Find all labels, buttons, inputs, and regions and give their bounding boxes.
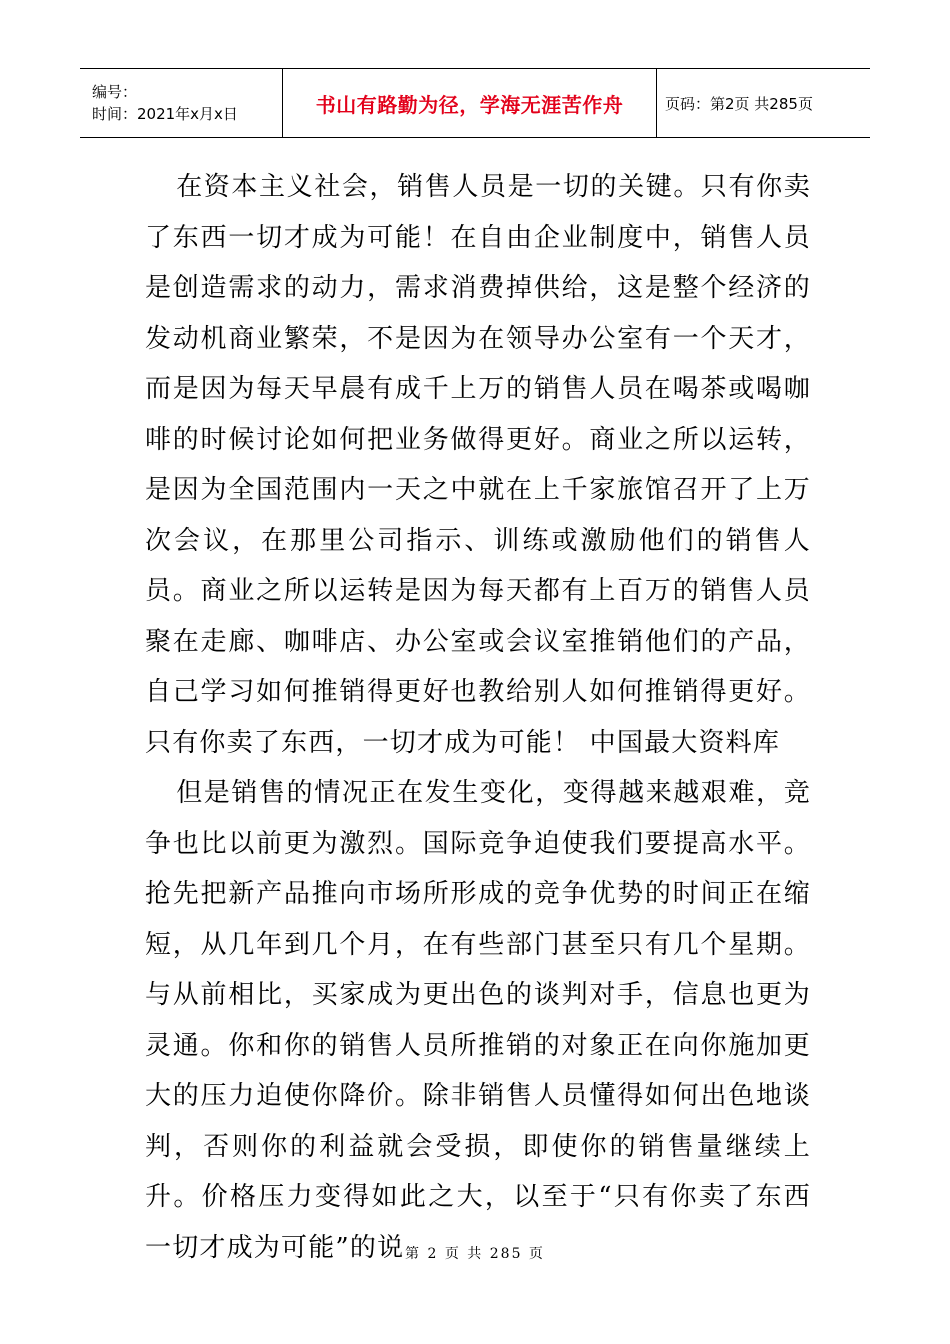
- header-page-info: 页码：第2页 共285页: [665, 94, 813, 113]
- serial-number-label: 编号：: [92, 83, 138, 101]
- paragraph-2: 但是销售的情况正在发生变化，变得越来越艰难，竞争也比以前更为激烈。国际竞争迫使我们要提高水平。抢先把新产品推向市场所形成的竞争优势的时间正在缩短，从几年到几个月，在有些部门甚至只有几个星期。与从前相比，买家成为更出色的谈判对手，信息也更为灵通。你和你的销售人员所推销的对象正在向你施加更大的压力迫使你降价。除非销售人员懂得如何出色地谈判，否则你的利益就会受损，即使你的销售量继续上升。价格压力变得如此之大，以至于“只有你卖了东西一切才成为可能”的说: [145, 778, 811, 1263]
- page-header: [80, 68, 870, 138]
- paragraph-1: 在资本主义社会，销售人员是一切的关键。只有你卖了东西一切才成为可能！在自由企业制度中，销售人员是创造需求的动力，需求消费掉供给，这是整个经济的发动机商业繁荣，不是因为在领导办公室有一个天才，而是因为每天早晨有成千上万的销售人员在喝茶或喝咖啡的时候讨论如何把业务做得更好。商业之所以运转，是因为全国范围内一天之中就在上千家旅馆召开了上万次会议，在那里公司指示、训练或激励他们的销售人员。商业之所以运转是因为每天都有上百万的销售人员聚在走廊、咖啡店、办公室或会议室推销他们的产品，自己学习如何推销得更好也教给别人如何推销得更好。只有你卖了东西，一切才成为可能！ 中国最大资料库: [145, 172, 811, 758]
- header-motto: 书山有路勤为径，学海无涯苦作舟: [315, 92, 624, 117]
- header-motto-cell: [283, 69, 657, 137]
- document-body: [145, 162, 811, 1273]
- date-line: 时间：2021年x月x日: [92, 105, 238, 123]
- header-page-info-cell: [657, 69, 870, 137]
- header-meta: [80, 69, 283, 137]
- page-footer: 第 2 页 共 285 页: [405, 1246, 545, 1262]
